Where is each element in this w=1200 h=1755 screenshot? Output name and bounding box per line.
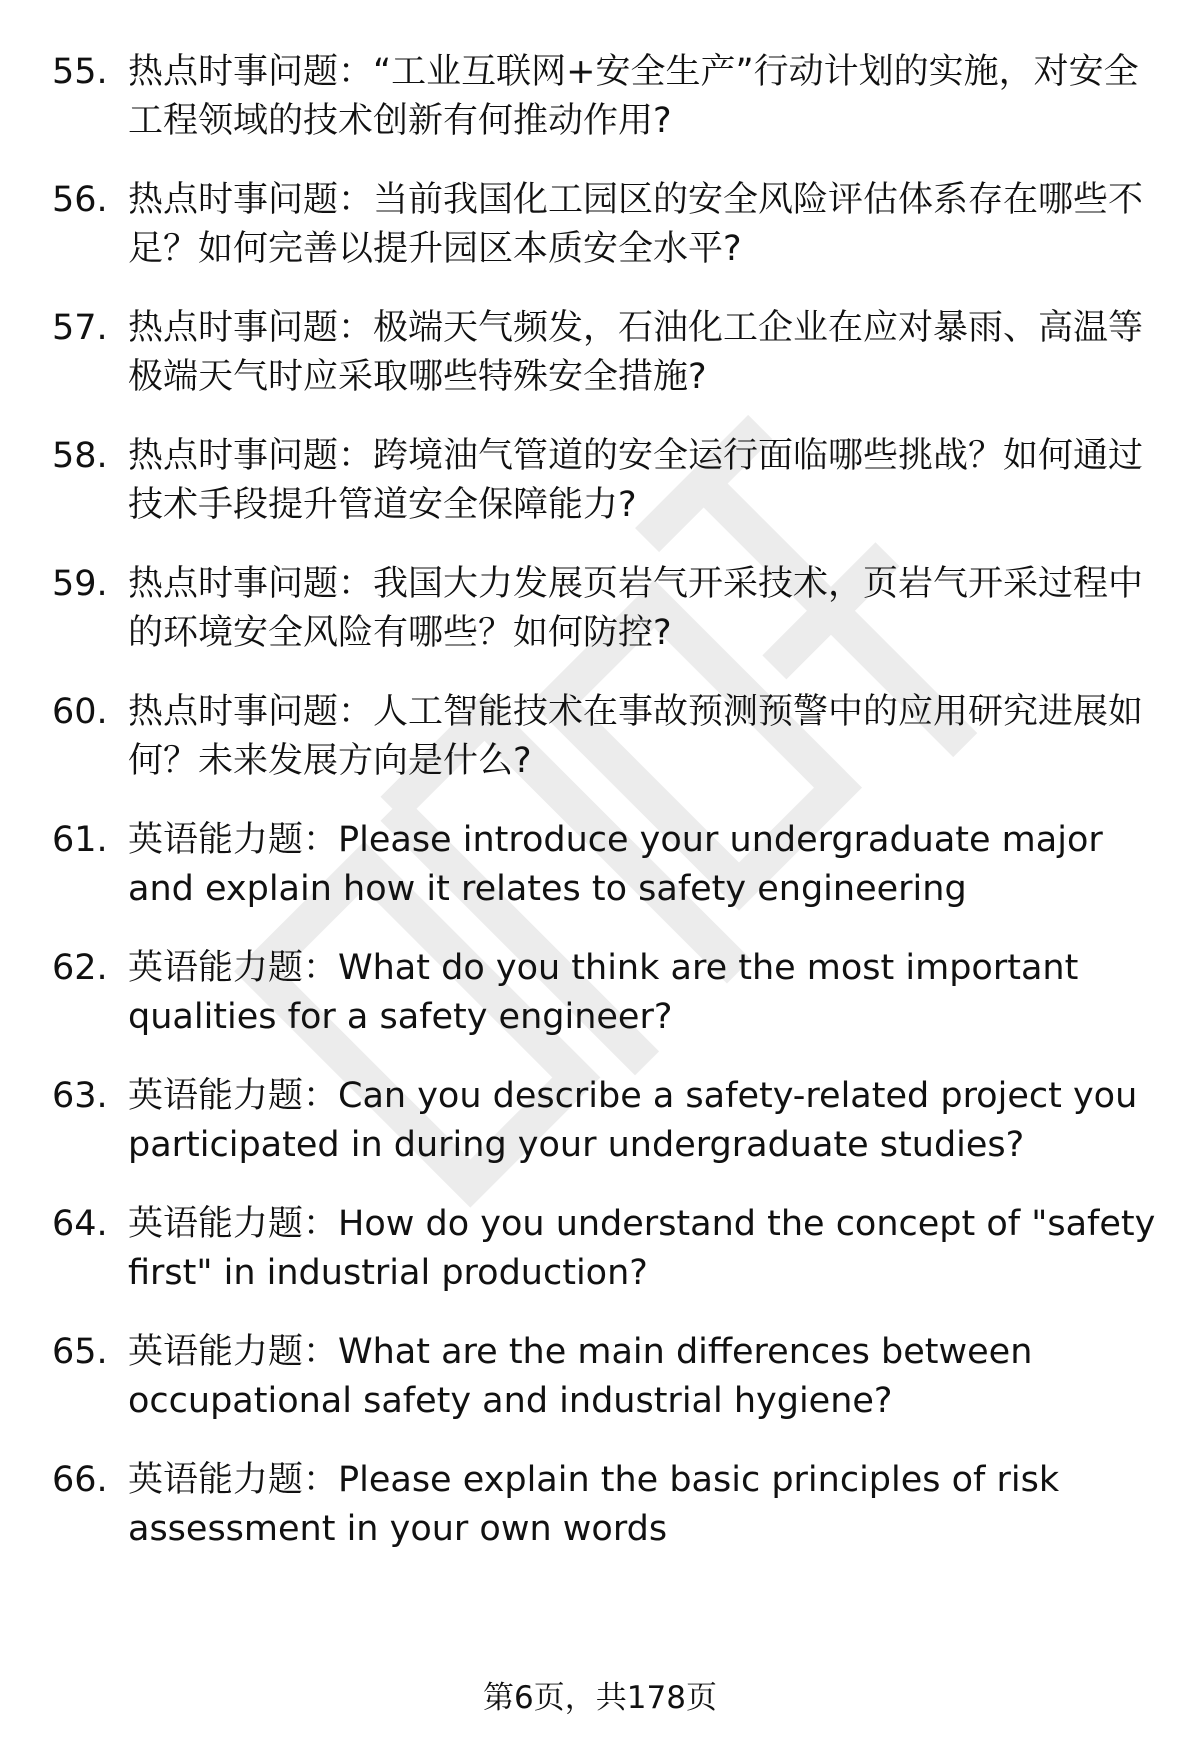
question-text: [128, 944, 1162, 1042]
question-text: [128, 688, 1162, 786]
question-number: 60.: [52, 692, 108, 732]
question-item-63: [52, 1072, 1162, 1170]
question-text: [128, 304, 1162, 402]
question-number: 58.: [52, 436, 108, 476]
question-number: 65.: [52, 1332, 108, 1372]
question-text: [128, 1328, 1162, 1426]
question-item-55: [52, 48, 1162, 146]
question-item-57: [52, 304, 1162, 402]
question-item-66: [52, 1456, 1162, 1554]
question-category: 英语能力题：: [128, 1460, 339, 1500]
question-text: [128, 432, 1162, 530]
question-body: Can you describe a safety-related project you participated in during your undergraduate studies?: [128, 1076, 1138, 1165]
question-number: 64.: [52, 1204, 108, 1244]
question-item-62: [52, 944, 1162, 1042]
question-item-58: [52, 432, 1162, 530]
question-text: [128, 816, 1162, 914]
question-category: 热点时事问题：: [128, 436, 374, 476]
question-body: What are the main differences between occupational safety and industrial hygiene?: [128, 1332, 1033, 1421]
question-body: What do you think are the most important qualities for a safety engineer?: [128, 948, 1079, 1037]
question-category: 英语能力题：: [128, 1076, 339, 1116]
question-text: [128, 48, 1162, 146]
question-body: How do you understand the concept of "safety first" in industrial production?: [128, 1204, 1156, 1293]
question-number: 63.: [52, 1076, 108, 1116]
question-item-60: [52, 688, 1162, 786]
question-number: 66.: [52, 1460, 108, 1500]
question-number: 61.: [52, 820, 108, 860]
question-text: [128, 560, 1162, 658]
question-list: [52, 48, 1162, 1584]
page-number-footer: 第6页，共178页: [483, 1680, 717, 1716]
question-item-64: [52, 1200, 1162, 1298]
question-body: 我国大力发展页岩气开采技术，页岩气开采过程中的环境安全风险有哪些？如何防控?: [128, 564, 1144, 653]
question-category: 热点时事问题：: [128, 308, 374, 348]
question-category: 英语能力题：: [128, 948, 339, 988]
question-category: 英语能力题：: [128, 1332, 339, 1372]
question-body: Please explain the basic principles of risk assessment in your own words: [128, 1460, 1060, 1549]
question-text: [128, 1456, 1162, 1554]
question-body: 当前我国化工园区的安全风险评估体系存在哪些不足？如何完善以提升园区本质安全水平?: [128, 180, 1144, 269]
question-number: 56.: [52, 180, 108, 220]
question-number: 55.: [52, 52, 108, 92]
question-number: 59.: [52, 564, 108, 604]
question-text: [128, 1072, 1162, 1170]
question-body: 人工智能技术在事故预测预警中的应用研究进展如何？未来发展方向是什么?: [128, 692, 1144, 781]
question-category: 英语能力题：: [128, 820, 339, 860]
question-item-56: [52, 176, 1162, 274]
question-body: Please introduce your undergraduate major and explain how it relates to safety engineering: [128, 820, 1103, 909]
question-category: 热点时事问题：: [128, 564, 374, 604]
question-category: 热点时事问题：: [128, 52, 374, 92]
question-body: “工业互联网+安全生产”行动计划的实施，对安全工程领域的技术创新有何推动作用?: [128, 52, 1139, 141]
question-category: 英语能力题：: [128, 1204, 339, 1244]
question-text: [128, 176, 1162, 274]
question-category: 热点时事问题：: [128, 692, 374, 732]
question-text: [128, 1200, 1162, 1298]
question-category: 热点时事问题：: [128, 180, 374, 220]
question-number: 62.: [52, 948, 108, 988]
question-item-65: [52, 1328, 1162, 1426]
question-body: 跨境油气管道的安全运行面临哪些挑战？如何通过技术手段提升管道安全保障能力?: [128, 436, 1144, 525]
question-number: 57.: [52, 308, 108, 348]
question-body: 极端天气频发，石油化工企业在应对暴雨、高温等极端天气时应采取哪些特殊安全措施?: [128, 308, 1144, 397]
question-item-59: [52, 560, 1162, 658]
question-item-61: [52, 816, 1162, 914]
